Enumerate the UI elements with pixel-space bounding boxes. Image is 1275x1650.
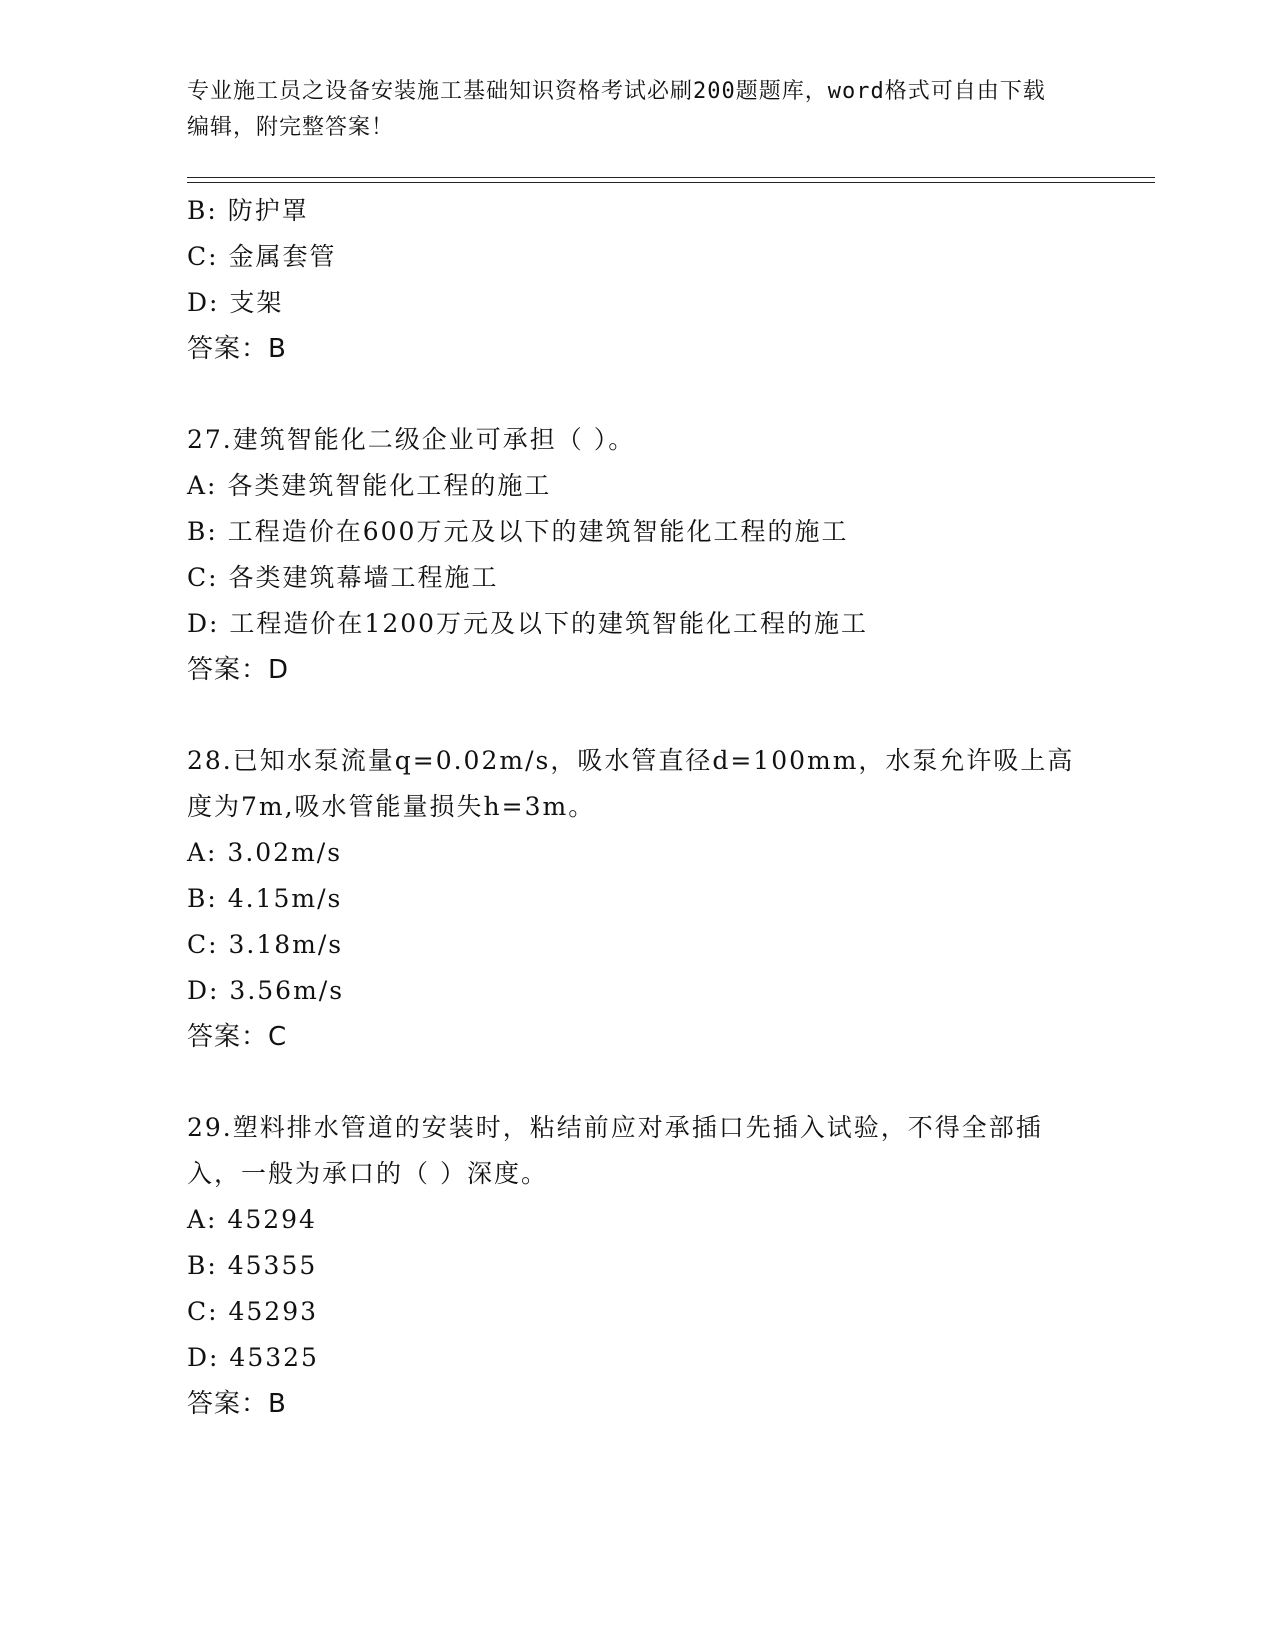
option-b: B: 防护罩 xyxy=(187,196,309,225)
question-text: 27.建筑智能化二级企业可承担（ ）。 xyxy=(187,425,636,454)
option-b: B: 工程造价在600万元及以下的建筑智能化工程的施工 xyxy=(187,517,849,546)
question-list xyxy=(187,188,1087,1427)
option-c: C: 3.18m/s xyxy=(187,930,344,959)
option-d: D: 45325 xyxy=(187,1343,319,1372)
document-header: 专业施工员之设备安装施工基础知识资格考试必刷200题题库，word格式可自由下载编辑，附完整答案！ xyxy=(187,79,1046,140)
option-b: B: 45355 xyxy=(187,1251,318,1280)
option-b: B: 4.15m/s xyxy=(187,884,343,913)
option-a: A: 3.02m/s xyxy=(187,838,343,867)
option-d: D: 工程造价在1200万元及以下的建筑智能化工程的施工 xyxy=(187,609,869,638)
option-d: D: 支架 xyxy=(187,288,284,317)
answer-line: 答案：B xyxy=(187,1389,287,1419)
header-rule-top xyxy=(187,177,1155,178)
option-c: C: 45293 xyxy=(187,1297,319,1326)
spacer xyxy=(187,693,1087,738)
question-27 xyxy=(187,417,1087,693)
question-text: 29.塑料排水管道的安装时，粘结前应对承插口先插入试验，不得全部插入，一般为承口的（ ）深度。 xyxy=(187,1113,1043,1188)
spacer xyxy=(187,1060,1087,1105)
option-d: D: 3.56m/s xyxy=(187,976,345,1005)
header-rule-bottom xyxy=(187,182,1155,183)
question-28 xyxy=(187,738,1087,1060)
option-c: C: 金属套管 xyxy=(187,242,337,271)
spacer xyxy=(187,372,1087,417)
option-c: C: 各类建筑幕墙工程施工 xyxy=(187,563,499,592)
question-29 xyxy=(187,1105,1087,1427)
question-text: 28.已知水泵流量q=0.02m/s，吸水管直径d=100mm，水泵允许吸上高度为7m,吸水管能量损失h=3m。 xyxy=(187,746,1075,821)
answer-line: 答案：C xyxy=(187,1022,288,1052)
option-a: A: 45294 xyxy=(187,1205,317,1234)
question-26-continued xyxy=(187,188,1087,372)
option-a: A: 各类建筑智能化工程的施工 xyxy=(187,471,552,500)
answer-line: 答案：D xyxy=(187,655,290,685)
answer-line: 答案：B xyxy=(187,334,287,364)
